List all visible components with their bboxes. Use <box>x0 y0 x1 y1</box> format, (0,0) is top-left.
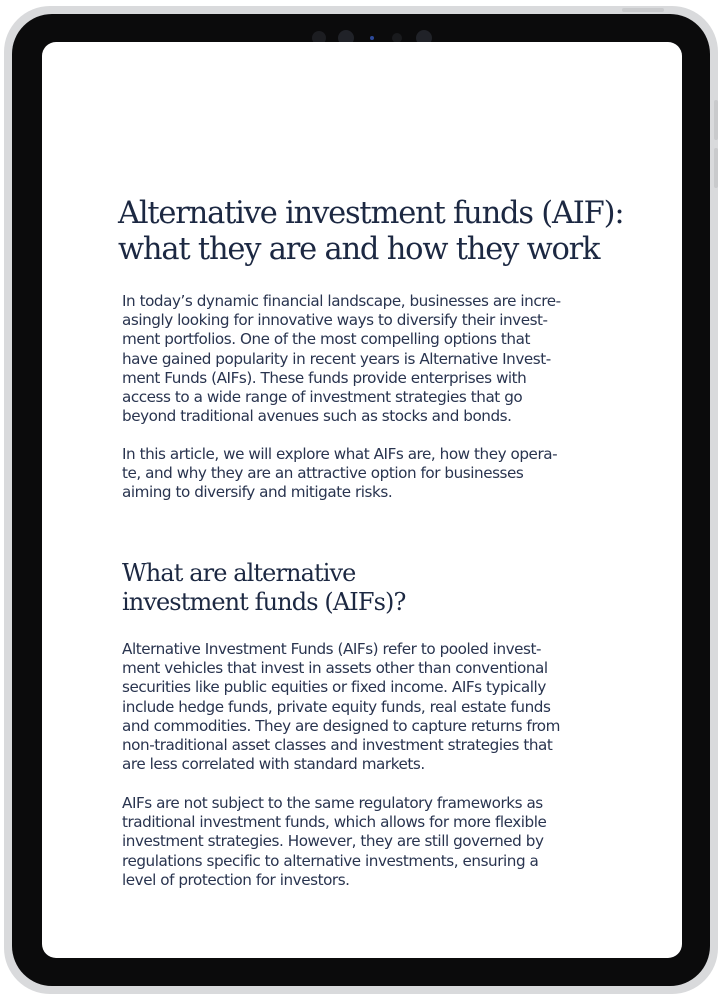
text-line: regulations specific to alternative investments, ensuring a <box>122 851 539 870</box>
title-line: what they are and how they work <box>118 232 600 267</box>
intro-paragraph <box>122 292 612 426</box>
volume-down-button <box>714 148 718 188</box>
text-line: In today’s dynamic financial landscape, businesses are incre- <box>122 292 561 310</box>
text-line: include hedge funds, private equity funds, real estate funds <box>122 697 551 716</box>
volume-up-button <box>714 100 718 140</box>
section-paragraph <box>122 640 612 774</box>
text-line: non-traditional asset classes and investment strategies that <box>122 736 553 755</box>
text-line: beyond traditional avenues such as stocks and bonds. <box>122 407 512 426</box>
section-paragraph <box>122 794 612 890</box>
text-line: traditional investment funds, which allows for more flexible <box>122 813 547 832</box>
heading-line: What are alternative <box>122 559 356 587</box>
device-screen[interactable] <box>42 42 682 958</box>
text-line: securities like public equities or fixed income. AIFs typically <box>122 678 546 697</box>
text-line: are less correlated with standard markets. <box>122 755 425 774</box>
power-button <box>622 8 664 12</box>
text-line: asingly looking for innovative ways to diversify their invest- <box>122 311 548 330</box>
text-line: ment vehicles that invest in assets other than conventional <box>122 659 548 678</box>
heading-line: investment funds (AIFs)? <box>122 588 406 616</box>
article-title <box>118 196 624 268</box>
indicator-light-icon <box>370 36 374 40</box>
text-line: investment strategies. However, they are still governed by <box>122 832 544 851</box>
title-line: Alternative investment funds (AIF): <box>118 196 624 231</box>
text-line: access to a wide range of investment strategies that go <box>122 388 523 407</box>
text-line: te, and why they are an attractive option for businesses <box>122 464 524 483</box>
text-line: Alternative Investment Funds (AIFs) refer to pooled invest- <box>122 640 542 658</box>
text-line: and commodities. They are designed to capture returns from <box>122 716 560 735</box>
text-line: level of protection for investors. <box>122 870 350 889</box>
text-line: have gained popularity in recent years is Alternative Invest- <box>122 349 551 368</box>
section-heading <box>122 559 522 617</box>
intro-paragraph <box>122 445 612 503</box>
text-line: ment Funds (AIFs). These funds provide enterprises with <box>122 368 527 387</box>
text-line: AIFs are not subject to the same regulatory frameworks as <box>122 794 543 812</box>
text-line: In this article, we will explore what AIFs are, how they opera- <box>122 445 558 463</box>
text-line: ment portfolios. One of the most compelling options that <box>122 330 530 349</box>
article <box>42 42 682 958</box>
text-line: aiming to diversify and mitigate risks. <box>122 483 393 502</box>
